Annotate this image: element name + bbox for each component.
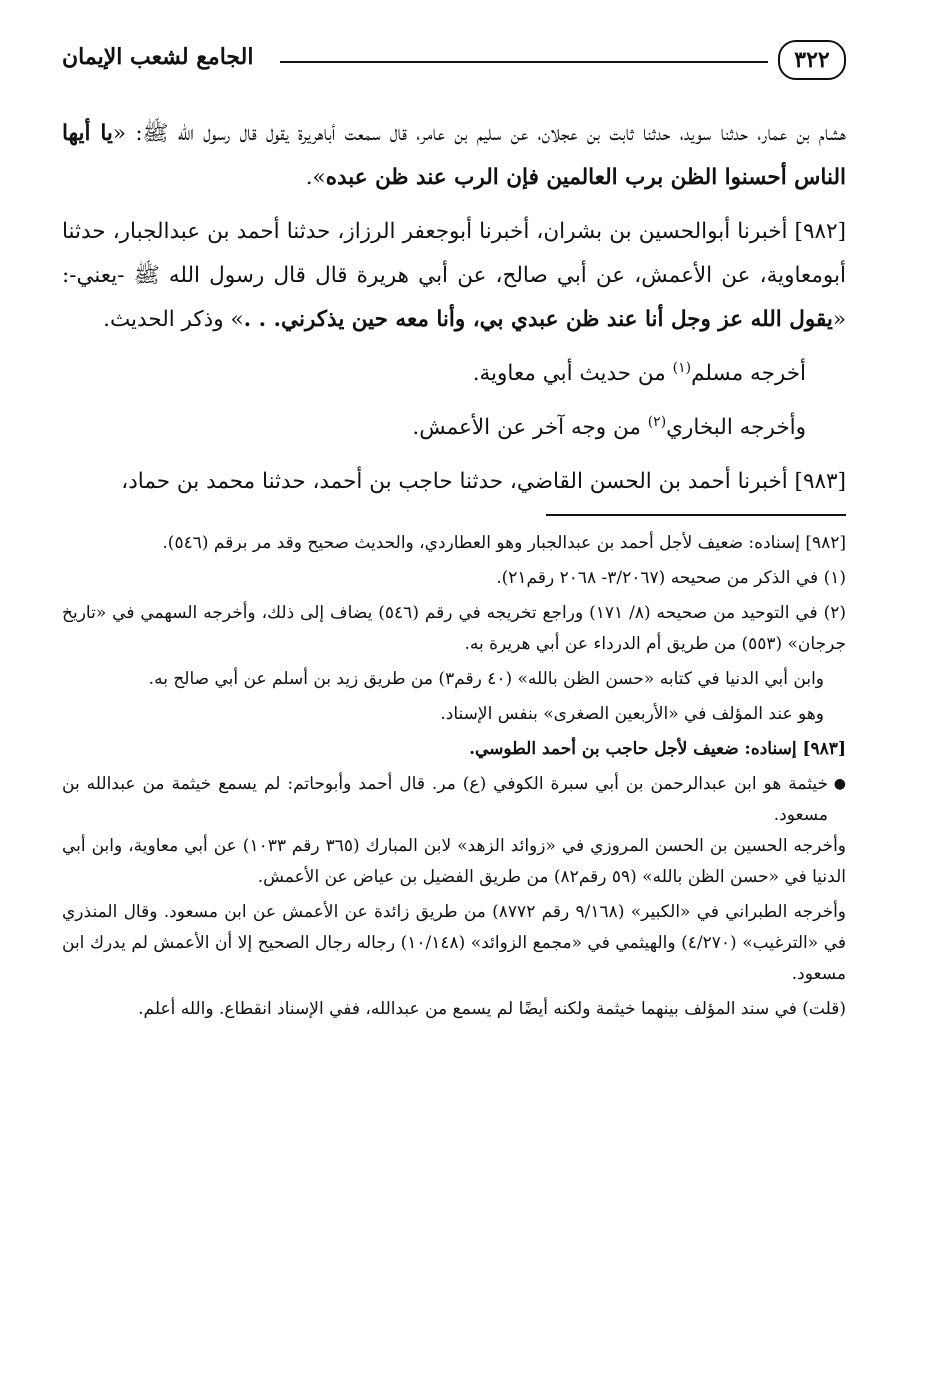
paragraph-text: » وذكر الحديث. bbox=[103, 307, 244, 332]
footnote-983-tabarani: وأخرجه الطبراني في «الكبير» (٩/١٦٨ رقم ٨٧٧٢) من طريق زائدة عن الأعمش عن ابن مسعود. وقال المنذري في «الترغيب» (٤/٢٧٠) والهيثمي في «مجمع الزوائد» (١٠/١٤٨) رجاله رجال الصحيح إلا أن الأعمش لم يدرك ابن مسعود. bbox=[62, 902, 847, 984]
footnote-2: (٢) في التوحيد من صحيحه (٨/ ١٧١) وراجع تخريجه في رقم (٥٤٦) يضاف إلى ذلك، وأخرجه السهمي في «تاريخ جرجان» (٥٥٣) من طريق أم الدرداء عن أبي هريرة به. bbox=[62, 603, 846, 654]
page-number: ٣٢٢ bbox=[778, 40, 846, 80]
page-header bbox=[62, 30, 846, 90]
paragraph-hadith-1 bbox=[62, 112, 846, 200]
footnote-ref-1[interactable]: (١) bbox=[672, 359, 692, 376]
book-page bbox=[62, 30, 846, 1350]
footnote-text: خيثمة هو ابن عبدالرحمن بن أبي سبرة الكوفي (ع) مر. قال أحمد وأبوحاتم: لم يسمع خيثمة من عبدالله بن مسعود. bbox=[62, 774, 828, 825]
footnote-1: (١) في الذكر من صحيحه (٣/٢٠٦٧- ٢٠٦٨ رقم٢١). bbox=[496, 568, 846, 588]
footnote-2-continued: وهو عند المؤلف في «الأربعين الصغرى» بنفس الإسناد. bbox=[440, 704, 824, 724]
paragraph-text: وأخرجه البخاري bbox=[666, 415, 806, 440]
footnote-983: [٩٨٣] إسناده: ضعيف لأجل حاجب بن أحمد الطوسي. bbox=[469, 739, 846, 759]
running-title: الجامع لشعب الإيمان bbox=[62, 44, 254, 70]
footnote-982: [٩٨٢] إسناده: ضعيف لأجل أحمد بن عبدالجبار وهو العطاردي، والحديث صحيح وقد مر برقم (٥٤٦). bbox=[162, 533, 846, 553]
paragraph-text: من وجه آخر عن الأعمش. bbox=[412, 415, 648, 440]
bullet-icon: ● bbox=[833, 776, 846, 792]
paragraph-hadith-982 bbox=[62, 210, 846, 342]
footnote-983-bullet bbox=[62, 769, 846, 831]
footnote-983-comment: (قلت) في سند المؤلف بينهما خيثمة ولكنه أيضًا لم يسمع من عبدالله، ففي الإسناد انقطاع. والله أعلم. bbox=[138, 999, 846, 1019]
hadith-quote: يقول الله عز وجل أنا عند ظن عبدي بي، وأنا معه حين يذكرني. . . bbox=[243, 307, 833, 332]
paragraph-text: هشام بن عمار، حدثنا سويد، حدثنا ثابت بن عجلان، عن سليم بن عامر، قال سمعت أباهريرة يقول قال رسول الله ﷺ: « bbox=[112, 121, 846, 146]
footnote-2-continued: وابن أبي الدنيا في كتابه «حسن الظن بالله» (٤٠ رقم٣) من طريق زيد بن أسلم عن أبي صالح به. bbox=[148, 669, 824, 689]
footnote-ref-2[interactable]: (٢) bbox=[647, 413, 667, 430]
footnotes bbox=[62, 528, 846, 1025]
paragraph-text: [٩٨٢] أخبرنا أبوالحسين بن بشران، أخبرنا أبوجعفر الرزاز، حدثنا أحمد بن عبدالجبار، حدثنا أبومعاوية، عن الأعمش، عن أبي صالح، عن أبي هريرة قال قال رسول الله ﷺ -يعني-: « bbox=[62, 219, 846, 332]
hadith-quote: يا أيها الناس أحسنوا الظن برب العالمين فإن الرب عند ظن عبده bbox=[62, 121, 846, 190]
paragraph-bukhari-ref bbox=[62, 406, 846, 450]
footnote-983-takhrij: وأخرجه الحسين بن الحسن المروزي في «زوائد الزهد» لابن المبارك (٣٦٥ رقم ١٠٣٣) عن أبي معاوية، وابن أبي الدنيا في «حسن الظن بالله» (٥٩ رقم٨٢) من طريق الفضيل بن عياض عن الأعمش. bbox=[62, 836, 846, 887]
paragraph-text: من حديث أبي معاوية. bbox=[472, 361, 673, 386]
paragraph-text: أخرجه مسلم bbox=[691, 361, 806, 386]
main-text bbox=[62, 112, 846, 504]
paragraph-text: [٩٨٣] أخبرنا أحمد بن الحسن القاضي، حدثنا حاجب بن أحمد، حدثنا محمد بن حماد، bbox=[121, 469, 846, 494]
header-rule bbox=[280, 61, 768, 63]
footnote-separator bbox=[546, 514, 846, 516]
paragraph-muslim-ref bbox=[62, 352, 846, 396]
paragraph-hadith-983 bbox=[62, 460, 846, 504]
paragraph-text: ». bbox=[305, 165, 326, 190]
